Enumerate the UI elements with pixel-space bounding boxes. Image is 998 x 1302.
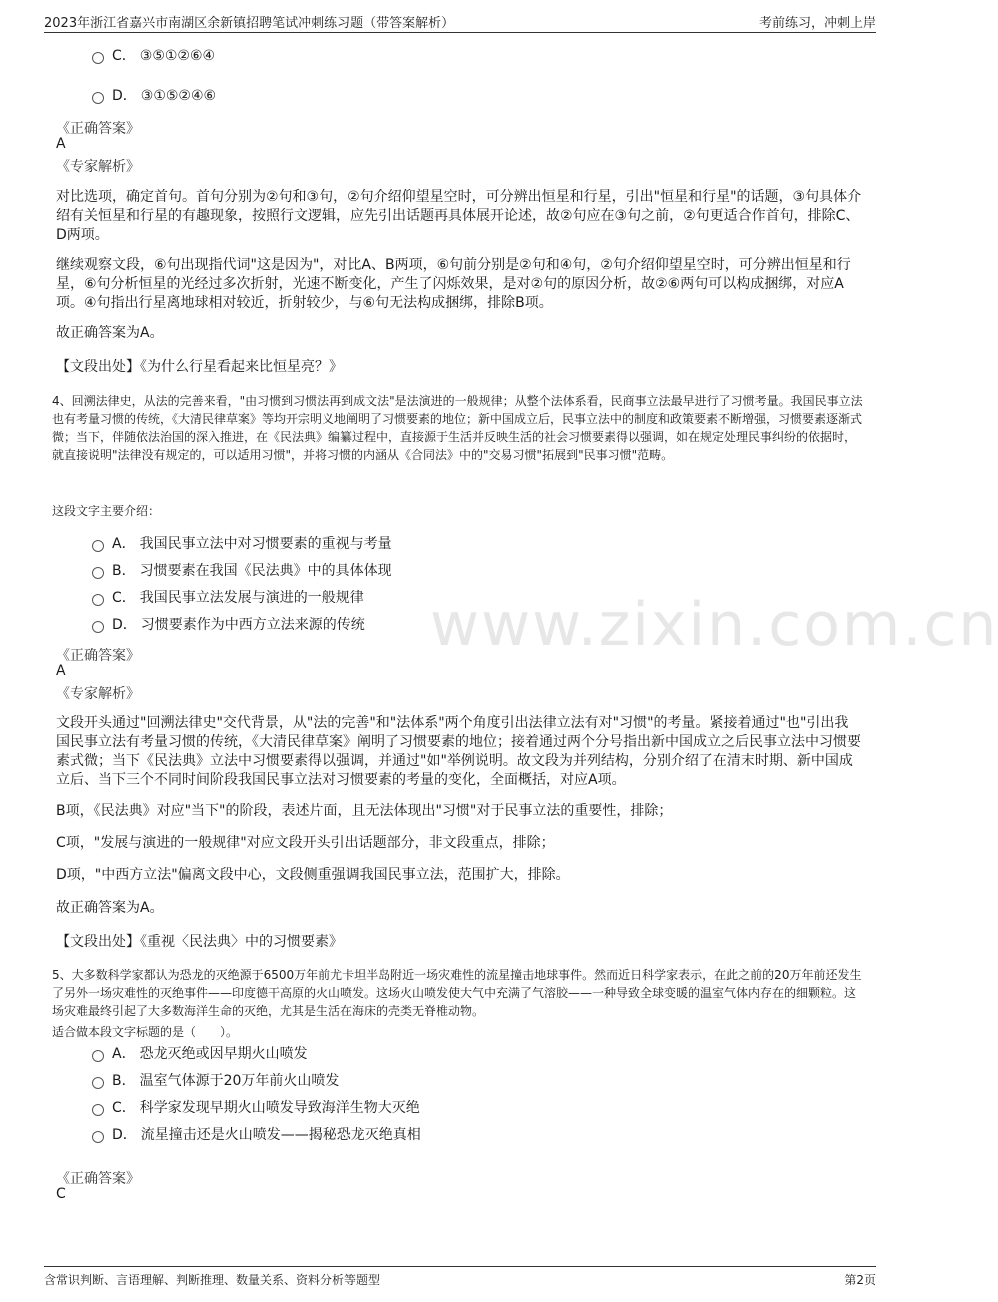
q4-stem: 4、回溯法律史，从法的完善来看，"由习惯到习惯法再到成文法"是法演进的一般规律；从整个法体系看，民商事立法最早进行了习惯考量。我国民事立法也有考量习惯的传统，《大清民律草案》等均开宗明义地阐明了习惯要素的地位；新中国成立后，民事立法中的制度和政策要素不断增强，习惯要素逐渐式微；当下，伴随依法治国的深入推进，在《民法典》编纂过程中，直接源于生活并反映生活的社会习惯要素得以强调，如在规定处理民事纠纷的依据时，就直接说明"法律没有规定的，可以适用习惯"，并将习惯的内涵从《合同法》中的"交易习惯"拓展到"民事习惯"范畴。 [52,394,863,462]
q5-option-a[interactable]: A． 恐龙灭绝或因早期火山喷发 [92,1044,308,1064]
q5-option-d[interactable]: D． 流星撞击还是火山喷发——揭秘恐龙灭绝真相 [92,1125,421,1145]
q3-answer: A [56,136,66,152]
q3-conclusion: 故正确答案为A。 [56,325,164,341]
header-divider [44,32,876,33]
q4-analysis-d: D项，"中西方立法"偏离文段中心，文段侧重强调我国民事立法，范围扩大，排除。 [56,867,570,883]
header-slogan: 考前练习，冲刺上岸 [758,16,876,31]
radio-icon[interactable] [92,1131,104,1143]
document-title: 2023年浙江省嘉兴市南湖区余新镇招聘笔试冲刺练习题（带答案解析） [44,16,455,31]
radio-icon[interactable] [92,540,104,552]
footer-divider [44,1266,876,1267]
q3-source: 【文段出处】《为什么行星看起来比恒星亮？》 [56,359,343,375]
q5-option-b[interactable]: B． 温室气体源于20万年前火山喷发 [92,1071,339,1091]
q3-option-c[interactable]: C． ③⑤①②⑥④ [92,46,215,66]
q4-option-d[interactable]: D． 习惯要素作为中西方立法来源的传统 [92,615,365,635]
q4-analysis-c: C项，"发展与演进的一般规律"对应文段开头引出话题部分，非文段重点，排除； [56,835,555,851]
page-number: 第2页 [844,1273,876,1287]
radio-icon[interactable] [92,1077,104,1089]
q4-analysis-label: 《专家解析》 [56,686,140,702]
footer-note: 含常识判断、言语理解、判断推理、数量关系、资料分析等题型 [44,1273,381,1287]
q5-answer-label: 《正确答案》 [56,1171,140,1187]
q5-answer: C [56,1186,66,1202]
q5-stem: 5、大多数科学家都认为恐龙的灭绝源于6500万年前尤卡坦半岛附近一场灾难性的流星撞击地球事件。然而近日科学家表示，在此之前的20万年前还发生了另外一场灾难性的灭绝事件——印度德干高原的火山喷发。这场火山喷发使大气中充满了气溶胶——一种导致全球变暖的温室气体内存在的细颗粒。这场灾难最终引起了大多数海洋生命的灭绝，尤其是生活在海床的壳类无脊椎动物。 [52,968,862,1018]
q4-option-c[interactable]: C． 我国民事立法发展与演进的一般规律 [92,588,364,608]
q4-prompt: 这段文字主要介绍： [52,504,161,518]
q4-option-b[interactable]: B． 习惯要素在我国《民法典》中的具体体现 [92,561,392,581]
q4-answer: A [56,663,66,679]
radio-icon[interactable] [92,1104,104,1116]
q4-conclusion: 故正确答案为A。 [56,900,164,916]
radio-icon[interactable] [92,567,104,579]
q3-answer-label: 《正确答案》 [56,121,140,137]
q4-analysis-paragraph: 文段开头通过"回溯法律史"交代背景，从"法的完善"和"法体系"两个角度引出法律立法有对"习惯"的考量。紧接着通过"也"引出我国民事立法有考量习惯的传统，《大清民律草案》阐明了习惯要素的地位；接着通过两个分号指出新中国成立之后民事立法中习惯要素式微；当下《民法典》立法中习惯要素得以强调，并通过"如"举例说明。故文段为并列结构，分别介绍了在清末时期、新中国成立后、当下三个不同时间阶段我国民事立法对习惯要素的考量的变化，全面概括，对应A项。 [56,715,861,788]
radio-icon[interactable] [92,1050,104,1062]
radio-icon[interactable] [92,621,104,633]
page-footer [0,1262,920,1302]
radio-icon[interactable] [92,594,104,606]
q4-answer-label: 《正确答案》 [56,648,140,664]
q3-analysis-paragraph: 继续观察文段，⑥句出现指代词"这是因为"，对比A、B两项，⑥句前分别是②句和④句，②句介绍仰望星空时，可分辨出恒星和行星，⑥句分析恒星的光经过多次折射，光速不断变化，产生了闪烁效果，是对②句的原因分析，故②⑥两句可以构成捆绑，对应A项。④句指出行星离地球相对较近，折射较少，与⑥句无法构成捆绑，排除B项。 [56,257,851,311]
page-header [0,0,920,34]
watermark: www.zixin.com.cn [430,590,998,660]
q5-option-c[interactable]: C． 科学家发现早期火山喷发导致海洋生物大灭绝 [92,1098,420,1118]
radio-icon[interactable] [92,92,104,104]
q5-prompt: 适合做本段文字标题的是（ ）。 [52,1025,239,1039]
q3-option-d[interactable]: D． ③①⑤②④⑥ [92,86,216,106]
q4-analysis-b: B项，《民法典》对应"当下"的阶段，表述片面，且无法体现出"习惯"对于民事立法的重要性，排除； [56,803,673,819]
q3-analysis-label: 《专家解析》 [56,159,140,175]
q4-source: 【文段出处】《重视〈民法典〉中的习惯要素》 [56,934,343,950]
radio-icon[interactable] [92,52,104,64]
q4-option-a[interactable]: A． 我国民事立法中对习惯要素的重视与考量 [92,534,392,554]
q3-analysis-paragraph: 对比选项，确定首句。首句分别为②句和③句，②句介绍仰望星空时，可分辨出恒星和行星，引出"恒星和行星"的话题，③句具体介绍有关恒星和行星的有趣现象，按照行文逻辑，应先引出话题再具体展开论述，故②句应在③句之前，②句更适合作首句，排除C、D两项。 [56,189,862,243]
